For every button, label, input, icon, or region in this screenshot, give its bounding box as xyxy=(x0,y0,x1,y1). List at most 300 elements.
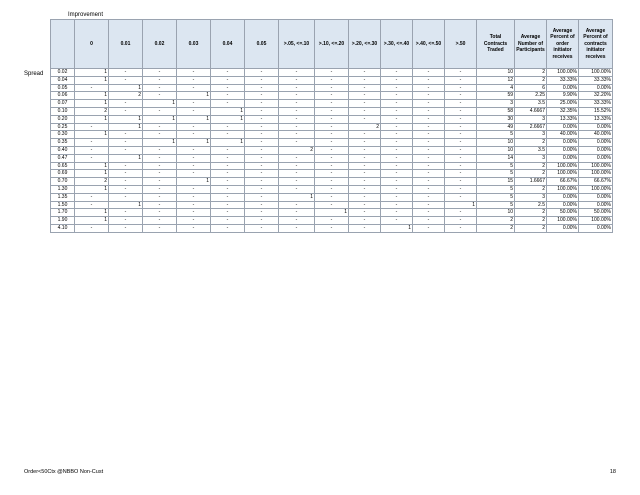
table-cell: - xyxy=(279,224,315,232)
table-cell: 0.00% xyxy=(579,193,613,201)
table-cell: 0.00% xyxy=(579,146,613,154)
table-cell: - xyxy=(413,115,445,123)
table-cell: 100.00% xyxy=(547,69,579,77)
table-cell: - xyxy=(245,123,279,131)
table-cell: - xyxy=(245,201,279,209)
table-cell: - xyxy=(109,162,143,170)
table-cell: 1 xyxy=(445,201,477,209)
table-cell: - xyxy=(245,115,279,123)
table-cell: 3.5 xyxy=(515,100,547,108)
table-cell: - xyxy=(413,107,445,115)
column-header: Total Contracts Traded xyxy=(477,20,515,69)
table-cell: - xyxy=(109,139,143,147)
table-cell: - xyxy=(279,201,315,209)
table-cell: - xyxy=(279,217,315,225)
table-cell: - xyxy=(445,217,477,225)
table-cell: - xyxy=(315,76,349,84)
table-cell: - xyxy=(445,162,477,170)
table-cell: - xyxy=(279,170,315,178)
table-cell: - xyxy=(279,154,315,162)
table-cell: - xyxy=(315,131,349,139)
table-cell: - xyxy=(413,162,445,170)
table-cell: - xyxy=(211,100,245,108)
table-cell: - xyxy=(211,209,245,217)
table-cell: - xyxy=(143,131,177,139)
table-cell: - xyxy=(381,162,413,170)
table-cell: - xyxy=(413,84,445,92)
column-header: 0.03 xyxy=(177,20,211,69)
table-cell: - xyxy=(315,217,349,225)
column-header: >.30, <=.40 xyxy=(381,20,413,69)
table-row xyxy=(51,115,613,123)
table-cell: - xyxy=(349,209,381,217)
table-cell: - xyxy=(413,100,445,108)
table-cell: - xyxy=(245,131,279,139)
spread-cell: 0.35 xyxy=(51,139,75,147)
table-cell: 100.00% xyxy=(579,217,613,225)
table-cell: 2 xyxy=(477,224,515,232)
table-cell: 0.00% xyxy=(547,123,579,131)
table-cell: 100.00% xyxy=(579,69,613,77)
table-cell: 2 xyxy=(515,224,547,232)
spread-cell: 0.05 xyxy=(51,84,75,92)
table-cell: - xyxy=(381,193,413,201)
table-cell: 40.00% xyxy=(579,131,613,139)
table-cell: - xyxy=(109,131,143,139)
table-cell: - xyxy=(211,92,245,100)
table-cell: - xyxy=(211,146,245,154)
table-cell: - xyxy=(143,84,177,92)
table-cell: - xyxy=(109,217,143,225)
table-cell: 3 xyxy=(477,100,515,108)
table-cell: - xyxy=(75,201,109,209)
table-cell: - xyxy=(177,209,211,217)
table-cell: - xyxy=(211,123,245,131)
table-cell: 50.00% xyxy=(579,209,613,217)
table-cell: - xyxy=(245,76,279,84)
table-cell: - xyxy=(315,178,349,186)
table-cell: 0.00% xyxy=(547,201,579,209)
table-cell: 1 xyxy=(211,107,245,115)
table-cell: 3 xyxy=(515,193,547,201)
spread-cell: 0.06 xyxy=(51,92,75,100)
table-cell: 1 xyxy=(75,185,109,193)
table-cell: 1 xyxy=(109,115,143,123)
column-header: 0.05 xyxy=(245,20,279,69)
table-cell: - xyxy=(381,131,413,139)
table-cell: - xyxy=(349,154,381,162)
column-header: >.40, <=.50 xyxy=(413,20,445,69)
table-cell: 0.00% xyxy=(579,224,613,232)
table-cell: 2 xyxy=(515,76,547,84)
table-cell: - xyxy=(279,69,315,77)
table-cell: - xyxy=(245,92,279,100)
table-cell: - xyxy=(413,123,445,131)
table-cell: 0.00% xyxy=(579,123,613,131)
table-cell: - xyxy=(349,69,381,77)
table-cell: - xyxy=(445,131,477,139)
table-cell: - xyxy=(413,69,445,77)
table-cell: 1 xyxy=(143,115,177,123)
table-cell: - xyxy=(381,209,413,217)
table-cell: - xyxy=(245,209,279,217)
table-row xyxy=(51,92,613,100)
spread-cell: 0.69 xyxy=(51,170,75,178)
table-cell: - xyxy=(211,178,245,186)
table-cell: - xyxy=(177,84,211,92)
table-cell: - xyxy=(177,100,211,108)
table-cell: 0.00% xyxy=(547,84,579,92)
table-cell: 100.00% xyxy=(547,185,579,193)
table-cell: - xyxy=(211,201,245,209)
table-cell: 2 xyxy=(515,69,547,77)
table-cell: - xyxy=(315,185,349,193)
table-cell: - xyxy=(413,185,445,193)
table-cell: - xyxy=(381,217,413,225)
spread-cell: 1.35 xyxy=(51,193,75,201)
table-cell: 3.5 xyxy=(515,146,547,154)
table-cell: 1 xyxy=(211,115,245,123)
table-cell: - xyxy=(381,115,413,123)
spread-cell: 0.65 xyxy=(51,162,75,170)
spread-cell: 0.20 xyxy=(51,115,75,123)
table-cell: - xyxy=(143,123,177,131)
table-cell: 0.00% xyxy=(579,84,613,92)
footer-caption: Order<50Ctx @NBBO Non-Cust xyxy=(24,469,104,475)
table-cell: - xyxy=(143,69,177,77)
spread-cell: 0.47 xyxy=(51,154,75,162)
table-cell: - xyxy=(445,224,477,232)
spread-cell: 1.30 xyxy=(51,185,75,193)
table-cell: 1.6667 xyxy=(515,178,547,186)
table-cell: 5 xyxy=(477,162,515,170)
table-cell: 100.00% xyxy=(579,185,613,193)
page-number: 18 xyxy=(609,469,616,475)
table-cell: 2 xyxy=(515,185,547,193)
table-cell: - xyxy=(413,224,445,232)
table-cell: - xyxy=(349,100,381,108)
table-cell: 5 xyxy=(477,131,515,139)
table-cell: - xyxy=(349,131,381,139)
table-cell: - xyxy=(413,139,445,147)
table-cell: 66.67% xyxy=(579,178,613,186)
table-cell: - xyxy=(381,185,413,193)
table-cell: - xyxy=(279,100,315,108)
table-cell: 4.6667 xyxy=(515,107,547,115)
table-cell: - xyxy=(279,131,315,139)
table-cell: - xyxy=(177,224,211,232)
table-cell: - xyxy=(445,178,477,186)
table-cell: 32.35% xyxy=(547,107,579,115)
table-cell: - xyxy=(211,224,245,232)
spread-cell: 0.70 xyxy=(51,178,75,186)
table-cell: - xyxy=(349,185,381,193)
table-cell: - xyxy=(315,123,349,131)
column-header: Average Number of Participants xyxy=(515,20,547,69)
table-cell: - xyxy=(279,185,315,193)
table-row xyxy=(51,107,613,115)
table-cell: - xyxy=(245,224,279,232)
table-row xyxy=(51,178,613,186)
table-cell: - xyxy=(211,76,245,84)
table-cell: - xyxy=(245,84,279,92)
table-cell: - xyxy=(211,162,245,170)
table-cell: - xyxy=(75,139,109,147)
table-row xyxy=(51,170,613,178)
header-corner-cell xyxy=(51,20,75,69)
table-cell: - xyxy=(279,84,315,92)
table-cell: - xyxy=(211,69,245,77)
table-cell: 100.00% xyxy=(547,217,579,225)
table-cell: - xyxy=(349,217,381,225)
table-cell: - xyxy=(211,185,245,193)
table-cell: - xyxy=(143,201,177,209)
table-cell: 1 xyxy=(279,193,315,201)
column-header: Average Percent of order initiator receives xyxy=(547,20,579,69)
table-cell: 6 xyxy=(515,84,547,92)
table-cell: 1 xyxy=(177,115,211,123)
table-cell: - xyxy=(349,224,381,232)
table-cell: - xyxy=(279,76,315,84)
table-cell: - xyxy=(177,193,211,201)
spread-cell: 0.30 xyxy=(51,131,75,139)
table-cell: - xyxy=(445,69,477,77)
table-cell: 100.00% xyxy=(579,170,613,178)
table-row xyxy=(51,139,613,147)
table-cell: - xyxy=(349,84,381,92)
table-cell: - xyxy=(381,84,413,92)
table-cell: 33.33% xyxy=(579,100,613,108)
table-cell: - xyxy=(445,76,477,84)
table-cell: - xyxy=(143,170,177,178)
table-cell: 2 xyxy=(279,146,315,154)
spread-cell: 0.07 xyxy=(51,100,75,108)
table-cell: - xyxy=(413,178,445,186)
table-cell: - xyxy=(381,92,413,100)
table-cell: - xyxy=(143,146,177,154)
table-cell: 2.5 xyxy=(515,201,547,209)
table-cell: - xyxy=(245,107,279,115)
table-cell: - xyxy=(109,224,143,232)
table-cell: - xyxy=(349,107,381,115)
table-cell: - xyxy=(413,76,445,84)
table-cell: 1 xyxy=(211,139,245,147)
table-cell: 5 xyxy=(477,170,515,178)
table-cell: - xyxy=(381,154,413,162)
table-cell: - xyxy=(143,154,177,162)
column-header: >.50 xyxy=(445,20,477,69)
table-cell: - xyxy=(315,162,349,170)
table-cell: 0.00% xyxy=(547,146,579,154)
table-cell: - xyxy=(349,162,381,170)
table-cell: 0.00% xyxy=(547,154,579,162)
table-cell: - xyxy=(177,69,211,77)
table-cell: 100.00% xyxy=(547,162,579,170)
table-cell: - xyxy=(279,209,315,217)
table-cell: - xyxy=(177,146,211,154)
table-cell: - xyxy=(211,193,245,201)
table-cell: - xyxy=(349,170,381,178)
table-cell: 15 xyxy=(477,178,515,186)
table-cell: 14 xyxy=(477,154,515,162)
table-cell: - xyxy=(349,178,381,186)
table-cell: 13.33% xyxy=(547,115,579,123)
table-cell: - xyxy=(349,193,381,201)
improvement-label: Improvement xyxy=(68,12,104,18)
table-row xyxy=(51,146,613,154)
table-cell: - xyxy=(349,201,381,209)
table-cell: - xyxy=(445,84,477,92)
table-cell: - xyxy=(413,154,445,162)
table-cell: - xyxy=(445,100,477,108)
table-cell: - xyxy=(177,131,211,139)
table-cell: 1 xyxy=(109,123,143,131)
table-cell: 1 xyxy=(75,100,109,108)
table-cell: - xyxy=(75,84,109,92)
table-cell: - xyxy=(245,154,279,162)
table-cell: 2 xyxy=(515,217,547,225)
table-cell: 1 xyxy=(381,224,413,232)
spread-cell: 1.50 xyxy=(51,201,75,209)
table-cell: - xyxy=(109,185,143,193)
table-cell: 25.00% xyxy=(547,100,579,108)
table-cell: - xyxy=(413,170,445,178)
table-row xyxy=(51,193,613,201)
table-cell: 0.00% xyxy=(547,139,579,147)
spread-cell: 0.40 xyxy=(51,146,75,154)
table-cell: 2.6667 xyxy=(515,123,547,131)
table-cell: - xyxy=(315,107,349,115)
table-cell: - xyxy=(177,123,211,131)
table-cell: - xyxy=(143,224,177,232)
table-cell: - xyxy=(177,154,211,162)
table-cell: - xyxy=(245,178,279,186)
table-cell: - xyxy=(413,92,445,100)
table-cell: - xyxy=(177,185,211,193)
table-cell: - xyxy=(445,139,477,147)
table-cell: - xyxy=(315,201,349,209)
table-cell: - xyxy=(381,123,413,131)
table-row xyxy=(51,201,613,209)
column-header: 0.02 xyxy=(143,20,177,69)
table-row xyxy=(51,69,613,77)
table-cell: - xyxy=(245,146,279,154)
table-cell: - xyxy=(245,217,279,225)
table-row xyxy=(51,217,613,225)
table-cell: 1 xyxy=(177,139,211,147)
table-cell: 1 xyxy=(75,115,109,123)
table-cell: 50.00% xyxy=(547,209,579,217)
table-cell: - xyxy=(245,100,279,108)
table-cell: 10 xyxy=(477,139,515,147)
table-cell: - xyxy=(109,69,143,77)
table-cell: - xyxy=(445,185,477,193)
table-cell: 1 xyxy=(109,84,143,92)
column-header: 0 xyxy=(75,20,109,69)
table-cell: 33.33% xyxy=(547,76,579,84)
table-cell: - xyxy=(413,131,445,139)
table-row xyxy=(51,162,613,170)
table-cell: - xyxy=(381,100,413,108)
table-cell: - xyxy=(315,170,349,178)
table-cell: 100.00% xyxy=(579,162,613,170)
spread-cell: 4.10 xyxy=(51,224,75,232)
table-cell: - xyxy=(109,76,143,84)
table-cell: - xyxy=(245,193,279,201)
table-cell: - xyxy=(143,178,177,186)
table-cell: 40.00% xyxy=(547,131,579,139)
table-cell: - xyxy=(245,170,279,178)
table-cell: 13.33% xyxy=(579,115,613,123)
column-header: >.05, <=.10 xyxy=(279,20,315,69)
spread-cell: 0.25 xyxy=(51,123,75,131)
spread-cell: 0.04 xyxy=(51,76,75,84)
table-cell: - xyxy=(349,139,381,147)
table-cell: 1 xyxy=(143,139,177,147)
table-cell: 30 xyxy=(477,115,515,123)
table-cell: - xyxy=(381,139,413,147)
table-cell: 49 xyxy=(477,123,515,131)
column-header: >.20, <=.30 xyxy=(349,20,381,69)
spread-cell: 1.90 xyxy=(51,217,75,225)
table-cell: - xyxy=(349,76,381,84)
table-cell: - xyxy=(445,209,477,217)
table-cell: 3 xyxy=(515,131,547,139)
table-cell: - xyxy=(315,69,349,77)
table-cell: - xyxy=(75,224,109,232)
table-cell: - xyxy=(75,123,109,131)
table-cell: - xyxy=(381,76,413,84)
table-cell: - xyxy=(413,146,445,154)
improvement-table xyxy=(50,19,613,233)
table-cell: 15.52% xyxy=(579,107,613,115)
table-cell: - xyxy=(245,162,279,170)
table-cell: - xyxy=(445,107,477,115)
table-cell: 3 xyxy=(515,154,547,162)
table-cell: - xyxy=(315,154,349,162)
table-cell: 2 xyxy=(515,139,547,147)
table-cell: - xyxy=(315,115,349,123)
table-cell: - xyxy=(315,100,349,108)
table-cell: 1 xyxy=(109,154,143,162)
table-cell: - xyxy=(109,107,143,115)
table-cell: - xyxy=(143,107,177,115)
table-cell: 58 xyxy=(477,107,515,115)
table-cell: 33.33% xyxy=(579,76,613,84)
table-cell: 0.00% xyxy=(547,193,579,201)
table-cell: 10 xyxy=(477,146,515,154)
table-cell: - xyxy=(315,146,349,154)
table-cell: - xyxy=(349,115,381,123)
table-cell: - xyxy=(279,178,315,186)
table-cell: - xyxy=(279,107,315,115)
table-cell: - xyxy=(211,84,245,92)
table-cell: - xyxy=(315,92,349,100)
table-cell: - xyxy=(109,178,143,186)
table-cell: 2 xyxy=(515,170,547,178)
table-cell: 1 xyxy=(75,76,109,84)
table-cell: - xyxy=(109,100,143,108)
table-cell: - xyxy=(143,185,177,193)
table-cell: - xyxy=(315,139,349,147)
table-cell: - xyxy=(211,217,245,225)
table-cell: 0.00% xyxy=(579,154,613,162)
table-cell: - xyxy=(143,162,177,170)
table-cell: - xyxy=(445,115,477,123)
table-header-row xyxy=(51,20,613,69)
table-cell: - xyxy=(445,123,477,131)
table-cell: - xyxy=(211,170,245,178)
